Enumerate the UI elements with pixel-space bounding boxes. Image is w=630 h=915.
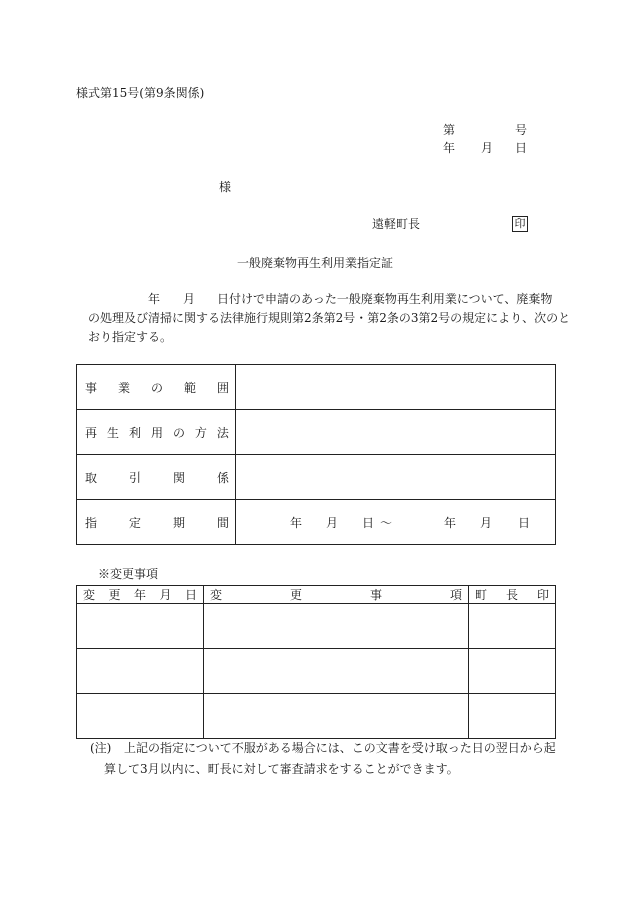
recycling-method-value[interactable] (236, 410, 556, 455)
intro-month-label: 月 (183, 292, 196, 306)
form-number: 様式第15号(第9条関係) (76, 86, 205, 100)
mayor-seal-cell[interactable] (469, 649, 556, 694)
period-start-month: 月 (326, 515, 339, 530)
change-item-cell[interactable] (204, 604, 469, 649)
designation-period-label-text: 指 定 期 間 (85, 515, 229, 530)
designation-period-value[interactable] (236, 500, 556, 545)
table-row (77, 455, 556, 500)
table-row (77, 649, 556, 694)
designation-table (76, 364, 556, 545)
table-row (77, 500, 556, 545)
addressee-suffix: 様 (219, 180, 232, 194)
table-row (77, 694, 556, 739)
period-range (236, 514, 555, 531)
mayor-seal-header (469, 586, 556, 604)
period-end-year: 年 (444, 515, 457, 530)
period-tilde: ～ (380, 515, 393, 530)
seal-mark (512, 216, 528, 232)
changes-caption: ※変更事項 (98, 567, 159, 581)
note-line-1: 上記の指定について不服がある場合には、この文書を受け取った日の翌日から起 (124, 741, 556, 755)
change-date-cell[interactable] (77, 649, 204, 694)
period-start-year: 年 (290, 515, 303, 530)
change-item-header (204, 586, 469, 604)
issuer-name: 遠軽町長 (372, 217, 421, 231)
table-row (77, 365, 556, 410)
intro-line-1: 日付けで申請のあった一般廃棄物再生利用業について、廃棄物 (217, 292, 553, 306)
change-date-header (77, 586, 204, 604)
intro-year-label: 年 (148, 292, 161, 306)
mayor-seal-cell[interactable] (469, 694, 556, 739)
document-number-suffix: 号 (515, 123, 528, 137)
intro-line-3: おり指定する。 (88, 330, 173, 344)
date-month-label: 月 (481, 141, 494, 155)
change-date-header-text: 変 更 年 月 日 (83, 588, 197, 602)
change-date-cell[interactable] (77, 694, 204, 739)
date-year-label: 年 (443, 141, 456, 155)
intro-line-2: の処理及び清掃に関する法律施行規則第2条第2号・第2条の3第2号の規定により、次のと (88, 311, 571, 325)
trade-relation-label (77, 455, 236, 500)
business-scope-value[interactable] (236, 365, 556, 410)
business-scope-label (77, 365, 236, 410)
date-day-label: 日 (515, 141, 528, 155)
seal-box: 印 (512, 216, 528, 232)
note-label: (注) (90, 741, 112, 755)
trade-relation-label-text: 取 引 関 係 (85, 470, 229, 485)
change-item-header-text: 変 更 事 項 (210, 588, 462, 602)
mayor-seal-cell[interactable] (469, 604, 556, 649)
document-title: 一般廃棄物再生利用業指定証 (237, 256, 394, 270)
change-date-cell[interactable] (77, 604, 204, 649)
changes-header-row (77, 586, 556, 604)
trade-relation-value[interactable] (236, 455, 556, 500)
business-scope-label-text: 事 業 の 範 囲 (85, 380, 229, 395)
table-row (77, 410, 556, 455)
period-end-day: 日 (518, 515, 531, 530)
mayor-seal-header-text: 町 長 印 (475, 588, 549, 602)
recycling-method-label (77, 410, 236, 455)
change-item-cell[interactable] (204, 649, 469, 694)
designation-period-label (77, 500, 236, 545)
changes-table (76, 585, 556, 739)
period-end-month: 月 (480, 515, 493, 530)
period-start-day: 日 (362, 515, 375, 530)
note-line-2: 算して3月以内に、町長に対して審査請求をすることができます。 (104, 762, 459, 776)
recycling-method-label-text: 再 生 利 用 の 方 法 (85, 425, 229, 440)
change-item-cell[interactable] (204, 694, 469, 739)
table-row (77, 604, 556, 649)
document-number-prefix: 第 (443, 123, 456, 137)
